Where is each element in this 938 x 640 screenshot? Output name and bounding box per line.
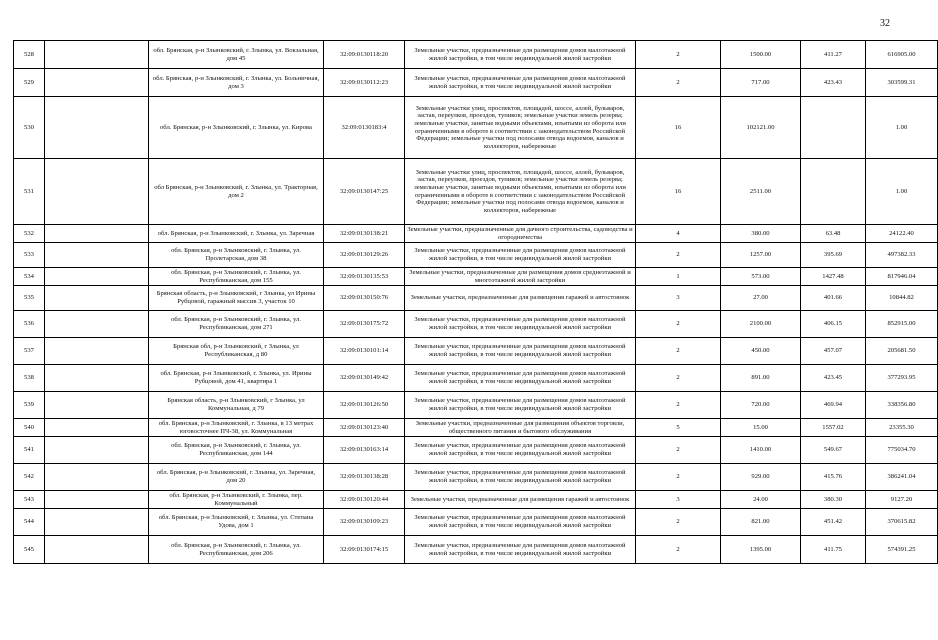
row-number-cell: 535 bbox=[14, 286, 45, 311]
cadastral-value-cell: 24122.40 bbox=[866, 225, 938, 243]
table-row bbox=[14, 97, 938, 159]
land-use-cell: Земельные участки, предназначенные для размещения домов малоэтажной жилой застройки, в том числе индивидуальной жилой застройки bbox=[405, 311, 636, 338]
cadastral-value-cell: 10844.82 bbox=[866, 286, 938, 311]
category-cell: 16 bbox=[636, 159, 721, 225]
category-cell: 2 bbox=[636, 41, 721, 69]
cadastral-value-cell: 23355.30 bbox=[866, 419, 938, 437]
cadastral-number-cell: 32:09:0130147:25 bbox=[324, 159, 405, 225]
table-row bbox=[14, 419, 938, 437]
address-cell: обл. Брянская, р-н Злынковский, г. Злынка, пер. Коммунальный bbox=[149, 491, 324, 509]
area-cell: 24.00 bbox=[721, 491, 801, 509]
category-cell: 2 bbox=[636, 338, 721, 365]
table-row bbox=[14, 536, 938, 564]
table-row bbox=[14, 437, 938, 464]
address-cell: обл. Брянская, р-н Злынковский, г. Злынка, ул. Ирины Рубцовой, дом 41, квартира 1 bbox=[149, 365, 324, 392]
area-cell: 2100.00 bbox=[721, 311, 801, 338]
category-cell: 1 bbox=[636, 268, 721, 286]
area-cell: 450.00 bbox=[721, 338, 801, 365]
land-use-cell: Земельные участки, предназначенные для размещения домов малоэтажной жилой застройки, в том числе индивидуальной жилой застройки bbox=[405, 41, 636, 69]
area-cell: 102121.00 bbox=[721, 97, 801, 159]
cadastral-value-cell: 9127.20 bbox=[866, 491, 938, 509]
address-cell: обл. Брянская, р-н Злынковский, г. Злынка, ул. Кирова bbox=[149, 97, 324, 159]
cadastral-value-cell: 775034.70 bbox=[866, 437, 938, 464]
address-cell: обл Брянская, р-н Злынковский, г. Злынка, ул. Тракторная, дом 2 bbox=[149, 159, 324, 225]
row-number-cell: 529 bbox=[14, 69, 45, 97]
specific-value-cell: 401.66 bbox=[801, 286, 866, 311]
row-number-cell: 536 bbox=[14, 311, 45, 338]
table-row bbox=[14, 509, 938, 536]
cadastral-value-cell: 377293.95 bbox=[866, 365, 938, 392]
area-cell: 821.00 bbox=[721, 509, 801, 536]
category-cell: 3 bbox=[636, 286, 721, 311]
address-cell: обл. Брянская, р-н Злынковский, г. Злынка, ул. Степана Удова, дом 1 bbox=[149, 509, 324, 536]
empty-cell bbox=[45, 536, 149, 564]
row-number-cell: 543 bbox=[14, 491, 45, 509]
specific-value-cell: 411.27 bbox=[801, 41, 866, 69]
cadastral-value-cell: 1.00 bbox=[866, 97, 938, 159]
category-cell: 16 bbox=[636, 97, 721, 159]
specific-value-cell bbox=[801, 97, 866, 159]
land-use-cell: Земельные участки, предназначенные для размещения домов малоэтажной жилой застройки, в том числе индивидуальной жилой застройки bbox=[405, 365, 636, 392]
land-use-cell: Земельные участки, предназначенные для размещения гаражей и автостоянок bbox=[405, 286, 636, 311]
empty-cell bbox=[45, 286, 149, 311]
cadastral-number-cell: 32:09:0130174:15 bbox=[324, 536, 405, 564]
table-row bbox=[14, 159, 938, 225]
cadastral-number-cell: 32:09:0130138:28 bbox=[324, 464, 405, 491]
empty-cell bbox=[45, 97, 149, 159]
category-cell: 2 bbox=[636, 243, 721, 268]
empty-cell bbox=[45, 69, 149, 97]
table-row bbox=[14, 243, 938, 268]
table-row bbox=[14, 225, 938, 243]
category-cell: 4 bbox=[636, 225, 721, 243]
category-cell: 5 bbox=[636, 419, 721, 437]
category-cell: 2 bbox=[636, 311, 721, 338]
category-cell: 2 bbox=[636, 509, 721, 536]
land-use-cell: Земельные участки, предназначенные для размещения домов малоэтажной жилой застройки, в том числе индивидуальной жилой застройки bbox=[405, 392, 636, 419]
cadastral-number-cell: 32:09:0130183:4 bbox=[324, 97, 405, 159]
specific-value-cell bbox=[801, 159, 866, 225]
specific-value-cell: 469.94 bbox=[801, 392, 866, 419]
area-cell: 1257.00 bbox=[721, 243, 801, 268]
empty-cell bbox=[45, 509, 149, 536]
cadastral-number-cell: 32:09:0130163:14 bbox=[324, 437, 405, 464]
cadastral-number-cell: 32:09:0130175:72 bbox=[324, 311, 405, 338]
table-row bbox=[14, 41, 938, 69]
cadastral-number-cell: 32:09:0130135:53 bbox=[324, 268, 405, 286]
address-cell: обл. Брянская, р-н Злынковский, г. Злынка, ул. Республиканская, дом 144 bbox=[149, 437, 324, 464]
empty-cell bbox=[45, 338, 149, 365]
land-use-cell: Земельные участки, предназначенные для размещения домов малоэтажной жилой застройки, в том числе индивидуальной жилой застройки bbox=[405, 536, 636, 564]
specific-value-cell: 63.48 bbox=[801, 225, 866, 243]
empty-cell bbox=[45, 159, 149, 225]
area-cell: 891.00 bbox=[721, 365, 801, 392]
page-number: 32 bbox=[880, 18, 890, 29]
address-cell: Брянская область, р-н Злынковский, г Злынка, ул Ирины Рубцовой, гаражный массив 3, участок 10 bbox=[149, 286, 324, 311]
land-use-cell: Земельные участки, предназначенные для размещения гаражей и автостоянок bbox=[405, 491, 636, 509]
cadastral-value-cell: 370615.82 bbox=[866, 509, 938, 536]
address-cell: обл. Брянская, р-н Злынковский, г. Злынка, ул. Республиканская, дом 206 bbox=[149, 536, 324, 564]
land-use-cell: Земельные участки, предназначенные для размещения домов малоэтажной жилой застройки, в том числе индивидуальной жилой застройки bbox=[405, 243, 636, 268]
empty-cell bbox=[45, 491, 149, 509]
row-number-cell: 530 bbox=[14, 97, 45, 159]
cadastral-number-cell: 32:09:0130138:21 bbox=[324, 225, 405, 243]
cadastral-number-cell: 32:09:0130129:26 bbox=[324, 243, 405, 268]
cadastral-value-cell: 574391.25 bbox=[866, 536, 938, 564]
specific-value-cell: 1557.02 bbox=[801, 419, 866, 437]
empty-cell bbox=[45, 365, 149, 392]
specific-value-cell: 549.67 bbox=[801, 437, 866, 464]
row-number-cell: 545 bbox=[14, 536, 45, 564]
land-use-cell: Земельные участки, предназначенные для размещения домов малоэтажной жилой застройки, в том числе индивидуальной жилой застройки bbox=[405, 437, 636, 464]
address-cell: обл. Брянская, р-н Злынковский, г. Злынка, ул. Больничная, дом 3 bbox=[149, 69, 324, 97]
empty-cell bbox=[45, 392, 149, 419]
land-use-cell: Земельные участки улиц, проспектов, площадей, шоссе, аллей, бульваров, застав, переулков, проездов, тупиков; земельные участки земель резерва; земельные участки, занятые водными объектами, изъятыми из оборота или ограниченными в обороте в соответствии с законодательством Российской Федерации; земельные участки под полосами отвода водоемов, каналов и коллекторов, набережные bbox=[405, 97, 636, 159]
address-cell: Брянская область, р-н Злынковский, г Злынка, ул Коммунальная, д 79 bbox=[149, 392, 324, 419]
specific-value-cell: 451.42 bbox=[801, 509, 866, 536]
area-cell: 720.00 bbox=[721, 392, 801, 419]
cadastral-number-cell: 32:09:0130101:14 bbox=[324, 338, 405, 365]
cadastral-value-cell: 205681.50 bbox=[866, 338, 938, 365]
empty-cell bbox=[45, 268, 149, 286]
cadastral-number-cell: 32:09:0130112:23 bbox=[324, 69, 405, 97]
specific-value-cell: 457.07 bbox=[801, 338, 866, 365]
category-cell: 2 bbox=[636, 392, 721, 419]
row-number-cell: 541 bbox=[14, 437, 45, 464]
category-cell: 2 bbox=[636, 69, 721, 97]
table-row bbox=[14, 311, 938, 338]
area-cell: 717.00 bbox=[721, 69, 801, 97]
cadastral-value-cell: 1.00 bbox=[866, 159, 938, 225]
cadastral-value-cell: 817946.04 bbox=[866, 268, 938, 286]
cadastral-value-cell: 386241.04 bbox=[866, 464, 938, 491]
land-use-cell: Земельные участки, предназначенные для размещения домов малоэтажной жилой застройки, в том числе индивидуальной жилой застройки bbox=[405, 69, 636, 97]
address-cell: обл. Брянская, р-н Злынковский, г. Злынка, ул. Заречная bbox=[149, 225, 324, 243]
table-row bbox=[14, 338, 938, 365]
cadastral-number-cell: 32:09:0130149:42 bbox=[324, 365, 405, 392]
specific-value-cell: 380.30 bbox=[801, 491, 866, 509]
row-number-cell: 537 bbox=[14, 338, 45, 365]
cadastral-value-cell: 497382.33 bbox=[866, 243, 938, 268]
land-use-cell: Земельные участки, предназначенные для размещения домов малоэтажной жилой застройки, в том числе индивидуальной жилой застройки bbox=[405, 509, 636, 536]
specific-value-cell: 1427.48 bbox=[801, 268, 866, 286]
area-cell: 1395.00 bbox=[721, 536, 801, 564]
land-use-cell: Земельные участки, предназначенные для размещения объектов торговли, общественного питания и бытового обслуживания bbox=[405, 419, 636, 437]
land-use-cell: Земельные участки, предназначенные для размещения домов малоэтажной жилой застройки, в том числе индивидуальной жилой застройки bbox=[405, 464, 636, 491]
area-cell: 380.00 bbox=[721, 225, 801, 243]
cadastral-number-cell: 32:09:0130109:23 bbox=[324, 509, 405, 536]
cadastral-value-table bbox=[13, 40, 938, 564]
area-cell: 1500.00 bbox=[721, 41, 801, 69]
area-cell: 27.00 bbox=[721, 286, 801, 311]
land-use-cell: Земельные участки, предназначенные для размещения домов среднеэтажной и многоэтажной жилой застройки bbox=[405, 268, 636, 286]
row-number-cell: 532 bbox=[14, 225, 45, 243]
empty-cell bbox=[45, 225, 149, 243]
table-row bbox=[14, 491, 938, 509]
specific-value-cell: 406.15 bbox=[801, 311, 866, 338]
row-number-cell: 544 bbox=[14, 509, 45, 536]
table-row bbox=[14, 464, 938, 491]
area-cell: 15.00 bbox=[721, 419, 801, 437]
address-cell: обл. Брянская, р-н Злынковский, г. Злынка, ул. Республиканская, дом 155 bbox=[149, 268, 324, 286]
address-cell: Брянская обл, р-н Злынковский, г Злынка, ул Республиканская, д 80 bbox=[149, 338, 324, 365]
table-row bbox=[14, 392, 938, 419]
cadastral-number-cell: 32:09:0130123:40 bbox=[324, 419, 405, 437]
category-cell: 2 bbox=[636, 536, 721, 564]
empty-cell bbox=[45, 419, 149, 437]
empty-cell bbox=[45, 311, 149, 338]
specific-value-cell: 423.43 bbox=[801, 69, 866, 97]
cadastral-number-cell: 32:09:0130150:76 bbox=[324, 286, 405, 311]
cadastral-number-cell: 32:09:0130118:20 bbox=[324, 41, 405, 69]
empty-cell bbox=[45, 464, 149, 491]
table-row bbox=[14, 268, 938, 286]
row-number-cell: 538 bbox=[14, 365, 45, 392]
row-number-cell: 539 bbox=[14, 392, 45, 419]
area-cell: 929.00 bbox=[721, 464, 801, 491]
cadastral-value-cell: 852915.00 bbox=[866, 311, 938, 338]
category-cell: 2 bbox=[636, 365, 721, 392]
table-row bbox=[14, 365, 938, 392]
area-cell: 1410.00 bbox=[721, 437, 801, 464]
cadastral-number-cell: 32:09:0130120:44 bbox=[324, 491, 405, 509]
empty-cell bbox=[45, 243, 149, 268]
land-use-cell: Земельные участки, предназначенные для дачного строительства, садоводства и огородничества bbox=[405, 225, 636, 243]
row-number-cell: 533 bbox=[14, 243, 45, 268]
row-number-cell: 540 bbox=[14, 419, 45, 437]
address-cell: обл. Брянская, р-н Злынковский, г. Злынка, в 13 метрах юговосточнее ПЧ-38, ул. Коммунальная bbox=[149, 419, 324, 437]
cadastral-number-cell: 32:09:0130126:50 bbox=[324, 392, 405, 419]
land-use-cell: Земельные участки, предназначенные для размещения домов малоэтажной жилой застройки, в том числе индивидуальной жилой застройки bbox=[405, 338, 636, 365]
land-use-cell: Земельные участки улиц, проспектов, площадей, шоссе, аллей, бульваров, застав, переулков, проездов, тупиков; земельные участки земель резерва; земельные участки, занятые водными объектами, изъятыми из оборота или ограниченными в обороте в соответствии с законодательством Российской Федерации; земельные участки под полосами отвода водоемов, каналов и коллекторов, набережные bbox=[405, 159, 636, 225]
table-body bbox=[14, 41, 938, 564]
specific-value-cell: 411.75 bbox=[801, 536, 866, 564]
row-number-cell: 531 bbox=[14, 159, 45, 225]
category-cell: 2 bbox=[636, 464, 721, 491]
row-number-cell: 534 bbox=[14, 268, 45, 286]
area-cell: 573.00 bbox=[721, 268, 801, 286]
category-cell: 2 bbox=[636, 437, 721, 464]
address-cell: обл. Брянская, р-н Злынковский, г. Злынка, ул. Вокзальная, дом 45 bbox=[149, 41, 324, 69]
empty-cell bbox=[45, 437, 149, 464]
address-cell: обл. Брянская, р-н Злынковский, г. Злынка, ул. Республиканская, дом 271 bbox=[149, 311, 324, 338]
specific-value-cell: 395.69 bbox=[801, 243, 866, 268]
cadastral-value-cell: 616905.00 bbox=[866, 41, 938, 69]
table-row bbox=[14, 69, 938, 97]
category-cell: 3 bbox=[636, 491, 721, 509]
specific-value-cell: 423.45 bbox=[801, 365, 866, 392]
row-number-cell: 542 bbox=[14, 464, 45, 491]
table-row bbox=[14, 286, 938, 311]
address-cell: обл. Брянская, р-н Злынковский, г. Злынка, ул. Пролетарская, дом 38 bbox=[149, 243, 324, 268]
cadastral-value-cell: 338356.80 bbox=[866, 392, 938, 419]
address-cell: обл. Брянская, р-н Злынковский, г. Злынка, ул. Заречная, дом 20 bbox=[149, 464, 324, 491]
area-cell: 2511.00 bbox=[721, 159, 801, 225]
row-number-cell: 528 bbox=[14, 41, 45, 69]
empty-cell bbox=[45, 41, 149, 69]
specific-value-cell: 415.76 bbox=[801, 464, 866, 491]
cadastral-value-cell: 303599.31 bbox=[866, 69, 938, 97]
